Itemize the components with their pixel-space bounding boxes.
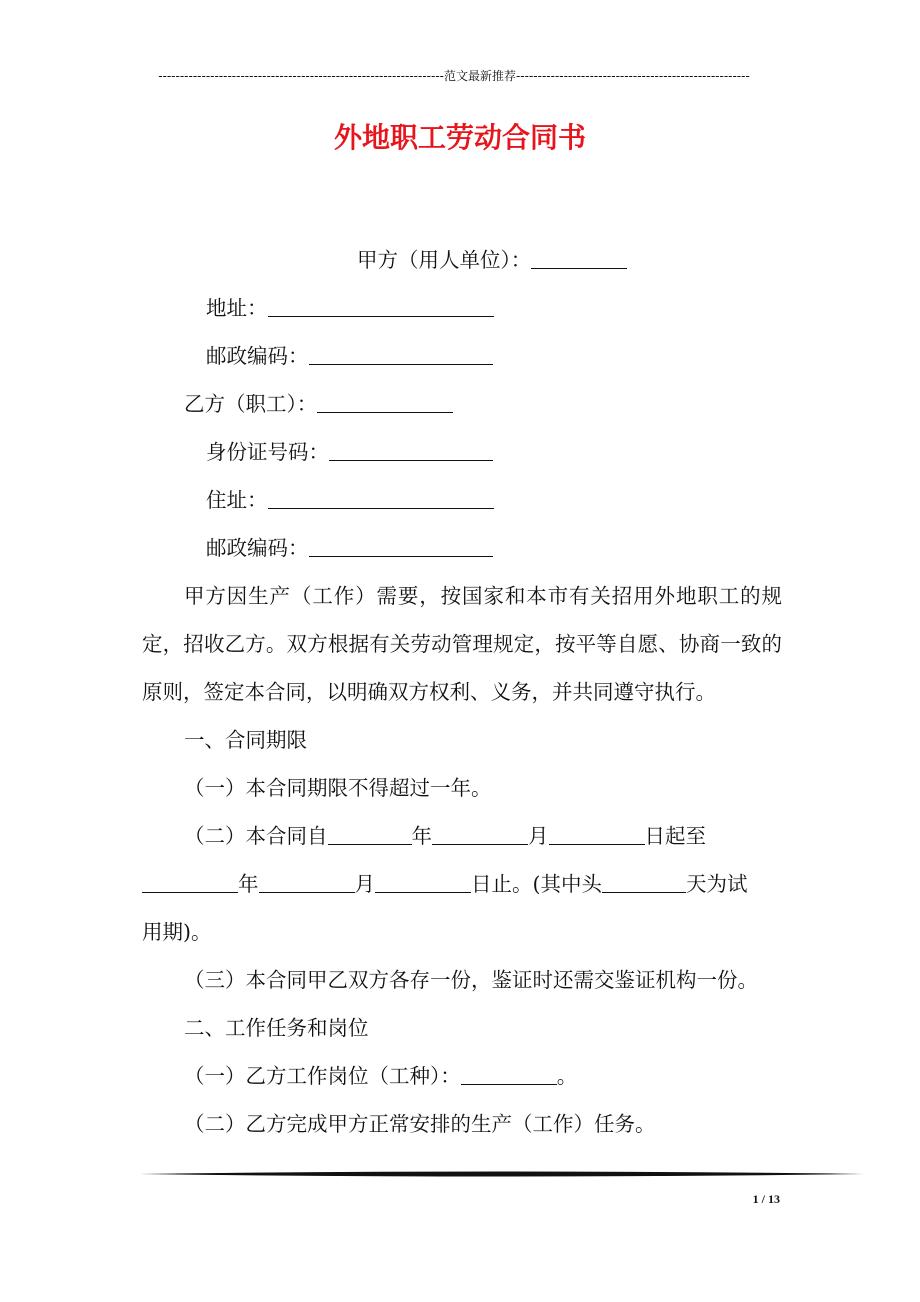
- id-number-blank[interactable]: [329, 438, 493, 461]
- section-1-clause-2-line-3: 用期)。: [142, 920, 212, 944]
- postcode-b-label: 邮政编码：: [206, 536, 309, 560]
- job-position-label: （一）乙方工作岗位（工种）：: [184, 1064, 461, 1088]
- page-header: ------------------------------------------------------------------范文最新推荐------------------------------------------------------: [158, 69, 750, 83]
- section-1-clause-2-line-2: [142, 860, 782, 908]
- address-b-label: 住址：: [206, 488, 268, 512]
- postcode-a-label: 邮政编码：: [206, 344, 309, 368]
- party-a-label: 甲方（用人单位）：: [357, 248, 532, 272]
- page-number: 1 / 13: [752, 1192, 780, 1206]
- section-2-clause-2: （二）乙方完成甲方正常安排的生产（工作）任务。: [184, 1112, 656, 1136]
- postcode-b-blank[interactable]: [309, 534, 493, 557]
- postcode-b-line: [142, 524, 782, 572]
- clause-2-prefix: （二）本合同自: [184, 824, 328, 848]
- address-a-line: [142, 284, 782, 332]
- party-a-line: [142, 236, 782, 284]
- party-a-blank[interactable]: [531, 246, 627, 269]
- start-year-blank[interactable]: [328, 822, 412, 845]
- end-year-blank[interactable]: [142, 870, 238, 893]
- id-number-line: [142, 428, 782, 476]
- party-b-blank[interactable]: [317, 390, 453, 413]
- address-b-blank[interactable]: [268, 486, 494, 509]
- year-label: 年: [411, 824, 432, 848]
- day-from-label: 日起至: [644, 824, 706, 848]
- address-b-line: [142, 476, 782, 524]
- id-number-label: 身份证号码：: [206, 440, 329, 464]
- section-1-clause-3: （三）本合同甲乙双方各存一份，鉴证时还需交鉴证机构一份。: [184, 968, 758, 992]
- postcode-a-line: [142, 332, 782, 380]
- section-1-clause-2-line-1: [142, 812, 782, 860]
- footer-rule: [140, 1170, 864, 1178]
- section-2-title: 二、工作任务和岗位: [184, 1016, 369, 1040]
- period: 。: [556, 1064, 578, 1088]
- document-title: 外地职工劳动合同书: [333, 121, 586, 154]
- start-month-blank[interactable]: [432, 822, 528, 845]
- year-label-2: 年: [238, 872, 259, 896]
- month-label-2: 月: [354, 872, 375, 896]
- address-a-blank[interactable]: [268, 294, 494, 317]
- section-1-clause-1: （一）本合同期限不得超过一年。: [184, 776, 492, 800]
- document-body: [142, 236, 782, 1148]
- section-2-clause-1: [142, 1052, 782, 1100]
- party-b-line: [142, 380, 782, 428]
- postcode-a-blank[interactable]: [309, 342, 493, 365]
- end-month-blank[interactable]: [259, 870, 355, 893]
- trial-label: 天为试: [686, 872, 748, 896]
- start-day-blank[interactable]: [549, 822, 645, 845]
- section-1-title: 一、合同期限: [184, 728, 307, 752]
- address-a-label: 地址：: [206, 296, 268, 320]
- intro-paragraph: 甲方因生产（工作）需要，按国家和本市有关招用外地职工的规定，招收乙方。双方根据有关劳动管理规定，按平等自愿、协商一致的原则，签定本合同，以明确双方权利、义务，并共同遵守执行。: [142, 584, 782, 704]
- party-b-label: 乙方（职工）：: [184, 392, 318, 416]
- trial-days-blank[interactable]: [602, 870, 686, 893]
- day-to-label: 日止。(其中头: [471, 872, 602, 896]
- job-position-blank[interactable]: [461, 1062, 557, 1085]
- month-label: 月: [528, 824, 549, 848]
- end-day-blank[interactable]: [375, 870, 471, 893]
